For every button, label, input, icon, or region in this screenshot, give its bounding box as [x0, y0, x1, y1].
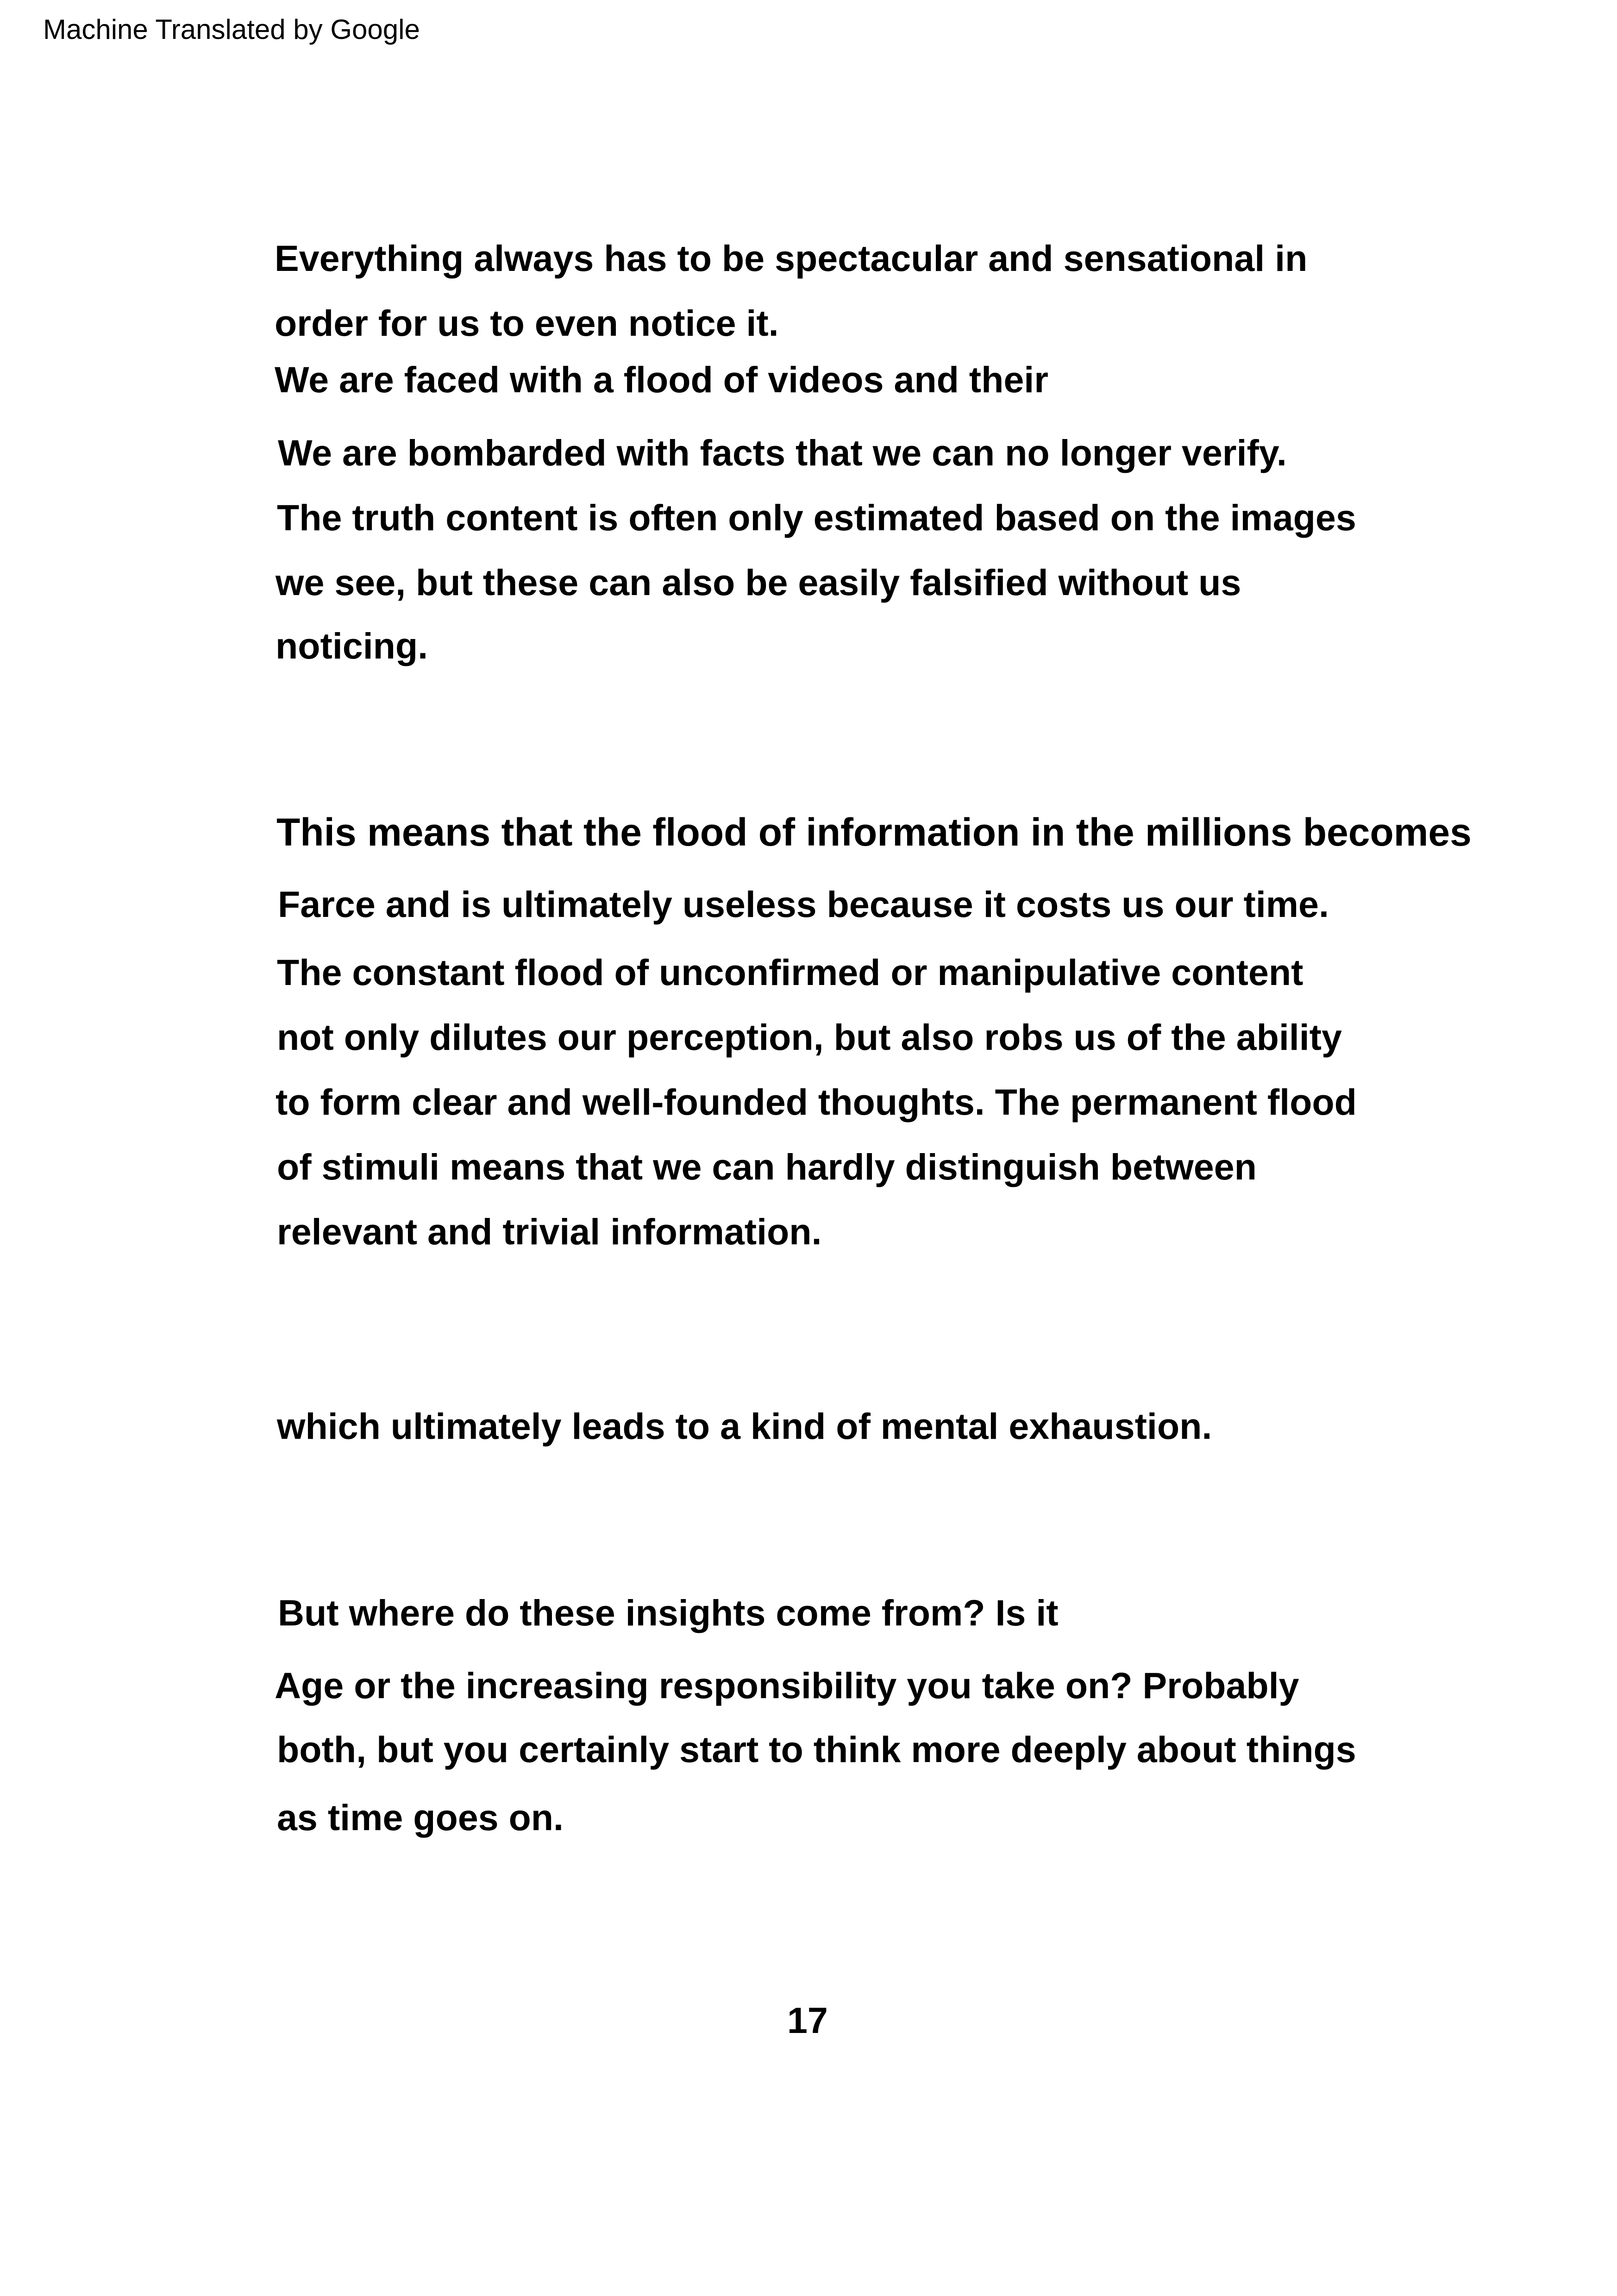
text-line: We are bombarded with facts that we can no longer verify. — [278, 432, 1287, 473]
text-line: This means that the flood of information in the millions becomes — [276, 810, 1472, 854]
text-line: of stimuli means that we can hardly distinguish between — [277, 1146, 1257, 1187]
text-line: We are faced with a flood of videos and their — [275, 359, 1048, 400]
text-line: to form clear and well-founded thoughts. The permanent flood — [276, 1081, 1357, 1123]
text-line: Age or the increasing responsibility you take on? Probably — [275, 1665, 1299, 1706]
text-line: The truth content is often only estimated based on the images — [277, 497, 1356, 538]
text-line: not only dilutes our perception, but also robs us of the ability — [277, 1016, 1342, 1058]
page-number: 17 — [787, 2000, 828, 2041]
text-line: which ultimately leads to a kind of mental exhaustion. — [277, 1405, 1212, 1447]
text-line: Farce and is ultimately useless because it costs us our time. — [278, 884, 1329, 925]
text-line: both, but you certainly start to think more deeply about things — [277, 1729, 1356, 1770]
watermark-label: Machine Translated by Google — [43, 14, 420, 45]
text-line: as time goes on. — [277, 1797, 564, 1838]
text-line: order for us to even notice it. — [275, 302, 779, 344]
text-line: relevant and trivial information. — [277, 1211, 822, 1252]
text-line: we see, but these can also be easily falsified without us — [276, 562, 1241, 603]
text-line: The constant flood of unconfirmed or manipulative content — [277, 952, 1304, 993]
text-line: But where do these insights come from? Is it — [278, 1592, 1059, 1633]
text-line: Everything always has to be spectacular and sensational in — [275, 238, 1308, 279]
text-line: noticing. — [276, 625, 428, 666]
